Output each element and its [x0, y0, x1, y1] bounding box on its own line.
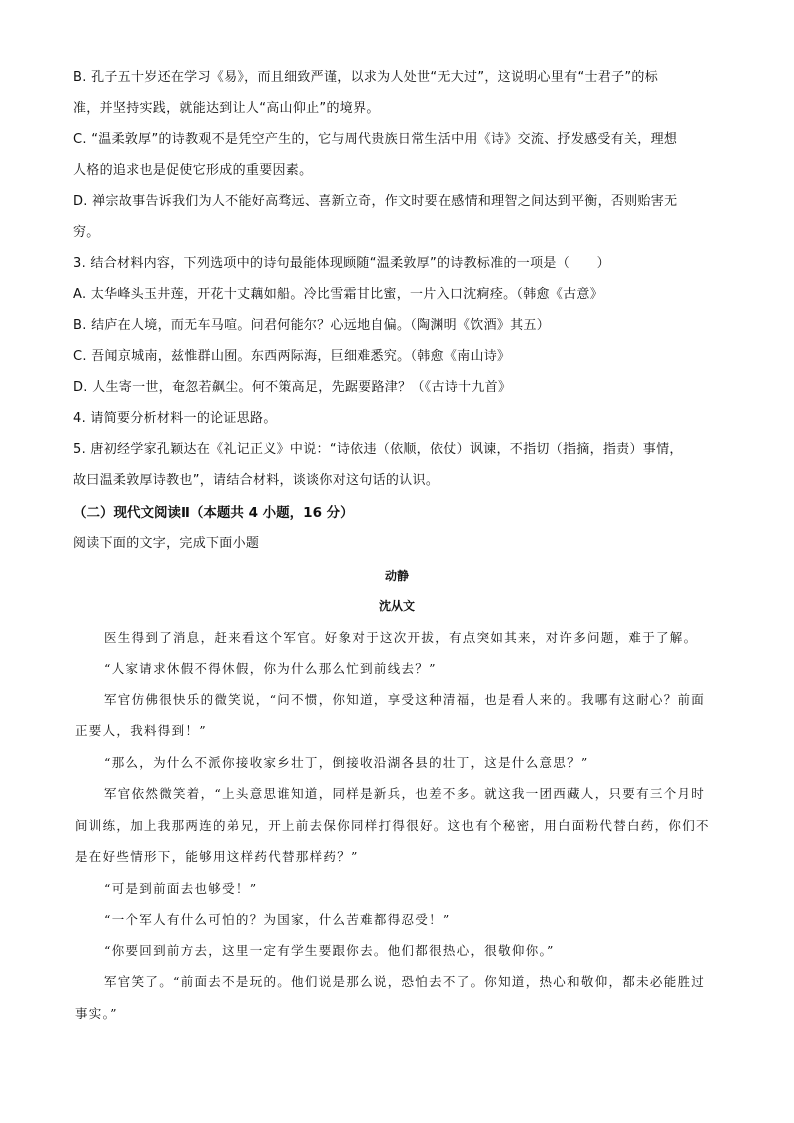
story-line: 间训练，加上我那两连的弟兄，开上前去保你同样打得很好。这也有个秘密，用白面粉代替白药，你们不 — [75, 818, 710, 833]
option-b-line-2: 准，并坚持实践，就能达到让人“高山仰止”的境界。 — [73, 101, 380, 116]
story-line: 军官仿佛很快乐的微笑说，“问不惯，你知道，享受这种清福，也是看人来的。我哪有这耐心？前面 — [104, 692, 706, 707]
option-d-line-2: 穷。 — [73, 225, 100, 240]
question-4: 4. 请简要分析材料一的论证思路。 — [73, 411, 277, 426]
story-line: 事实。” — [75, 1006, 118, 1021]
question-3-option-c: C. 吾闻京城南，兹惟群山囿。东西两际海，巨细难悉究。（韩愈《南山诗》 — [73, 349, 511, 364]
story-line: “一个军人有什么可怕的？为国家，什么苦难都得忍受！” — [104, 912, 451, 927]
question-3: 3. 结合材料内容，下列选项中的诗句最能体现顾随“温柔敦厚”的诗教标准的一项是（ ） — [73, 256, 610, 271]
question-3-option-a: A. 太华峰头玉井莲，开花十丈藕如船。冷比雪霜甘比蜜，一片入口沈痾痊。（韩愈《古意》 — [73, 287, 604, 302]
option-b-line-1: B. 孔子五十岁还在学习《易》，而且细致严谨，以求为人处世“无大过”，这说明心里有“士君子”的标 — [73, 70, 659, 85]
story-line: 军官笑了。“前面去不是玩的。他们说是那么说，恐怕去不了。你知道，热心和敬仰，都未必能胜过 — [104, 974, 706, 989]
question-3-option-b: B. 结庐在人境，而无车马喧。问君何能尔？心远地自偏。（陶渊明《饮酒》其五） — [73, 318, 551, 333]
story-title: 动静 — [384, 569, 409, 583]
section-instruction: 阅读下面的文字，完成下面小题 — [73, 536, 260, 551]
story-author: 沈从文 — [378, 599, 415, 613]
option-c-line-2: 人格的追求也是促使它形成的重要因素。 — [73, 163, 313, 178]
story-line: 医生得到了消息，赶来看这个军官。好象对于这次开拔，有点突如其来，对许多问题，难于了解。 — [104, 630, 698, 645]
story-line: “可是到前面去也够受！” — [104, 881, 258, 896]
question-5-line-2: 故曰温柔敦厚诗教也”，请结合材料，谈谈你对这句话的认识。 — [73, 473, 440, 488]
option-d-line-1: D. 禅宗故事告诉我们为人不能好高骛远、喜新立奇，作文时要在感情和理智之间达到平衡，否则贻害无 — [73, 194, 678, 209]
story-line: “那么，为什么不派你接收家乡壮丁，倒接收沿湖各县的壮丁，这是什么意思？” — [104, 755, 589, 770]
question-3-option-d: D. 人生寄一世，奄忽若飙尘。何不策高足，先踞要路津？（《古诗十九首》 — [73, 380, 512, 395]
option-c-line-1: C. “温柔敦厚”的诗教观不是凭空产生的，它与周代贵族日常生活中用《诗》交流、抒发感受有关，理想 — [73, 132, 678, 147]
section-heading: （二）现代文阅读Ⅱ（本题共 4 小题，16 分） — [73, 505, 354, 521]
story-line: 是在好些情形下，能够用这样药代替那样药？” — [75, 849, 359, 864]
story-line: “人家请求休假不得休假，你为什么那么忙到前线去？” — [104, 661, 437, 676]
story-line: “你要回到前方去，这里一定有学生要跟你去。他们都很热心，很敬仰你。” — [104, 943, 555, 958]
story-line: 军官依然微笑着，“上头意思谁知道，同样是新兵，也差不多。就这我一团西藏人，只要有三个月时 — [104, 786, 706, 801]
question-5-line-1: 5. 唐初经学家孔颖达在《礼记正义》中说：“诗依违（依顺，依仗）讽谏，不指切（指摘，指责）事情， — [73, 442, 683, 457]
story-line: 正要人，我料得到！” — [75, 723, 207, 738]
